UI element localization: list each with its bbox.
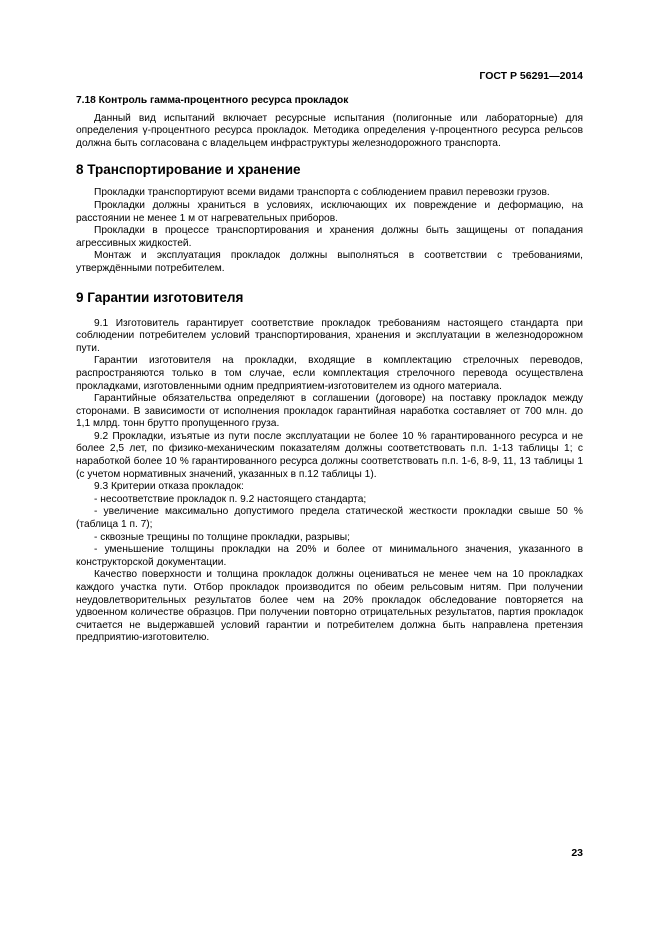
paragraph: Гарантии изготовителя на прокладки, входящие в комплектацию стрелочных переводов, распространяются только в том случае, если комплектация стрелочного перевода осуществлена прокладками, изготовленными одним предприятием-изготовителем из одного материала. <box>76 355 583 392</box>
page-number: 23 <box>571 847 583 859</box>
paragraph: Прокладки транспортируют всеми видами транспорта с соблюдением правил перевозки грузов. <box>94 187 550 199</box>
paragraph: Качество поверхности и толщина прокладок должны оцениваться не менее чем на 10 прокладках каждого участка пути. Отбор прокладок производится по обеим рельсовым нитям. При получении неудовлетворительных результатов более чем на 20% прокладок обследование повторяется на удвоенном количестве образцов. При получении повторно отрицательных результатов, партия прокладок считается не выдержавшей условий гарантии и потребителем должна быть направлена претензия предприятию-изготовителю. <box>76 569 583 644</box>
subsection-heading-7-18: 7.18 Контроль гамма-процентного ресурса прокладок <box>76 95 349 106</box>
paragraph: Гарантийные обязательства определяют в соглашении (договоре) на поставку прокладок между сторонами. В зависимости от исполнения прокладок гарантийная наработка составляет от 700 млн. до 1,1 млрд. тонн брутто пропущенного груза. <box>76 393 583 430</box>
paragraph: Прокладки в процессе транспортирования и хранения должны быть защищены от попадания агрессивных жидкостей. <box>76 225 583 249</box>
list-item: - уменьшение толщины прокладки на 20% и более от минимального значения, указанного в конструкторской документации. <box>76 544 583 568</box>
paragraph: 9.2 Прокладки, изъятые из пути после эксплуатации не более 10 % гарантированного ресурса и не более 2,5 лет, по физико-механическим показателям должны соответствовать п.п. 1-13 таблицы 1; с наработкой более 10 % гарантированного ресурса должны соответствовать п.п. 1-6, 8-9, 11, 13 таблицы 1 (с учетом нормативных значений, указанных в п.12 таблицы 1). <box>76 430 583 480</box>
paragraph: Монтаж и эксплуатация прокладок должны выполняться в соответствии с требованиями, утверждёнными потребителем. <box>76 250 583 274</box>
page-content <box>76 95 583 645</box>
section-heading-8: 8 Транспортирование и хранение <box>76 162 301 178</box>
paragraph: Прокладки должны храниться в условиях, исключающих их повреждение и деформацию, на расстоянии не менее 1 м от нагревательных приборов. <box>76 199 583 224</box>
list-item: - сквозные трещины по толщине прокладки, разрывы; <box>94 531 350 543</box>
list-item: - увеличение максимально допустимого предела статической жесткости прокладки свыше 50 % (таблица 1 п. 7); <box>76 506 583 531</box>
paragraph: 9.3 Критерии отказа прокладок: <box>94 481 244 493</box>
paragraph: 9.1 Изготовитель гарантирует соответствие прокладок требованиям настоящего стандарта при соблюдении потребителем условий транспортирования, хранения и эксплуатации в железнодорожном пути. <box>76 317 583 354</box>
section-heading-9: 9 Гарантии изготовителя <box>76 289 244 305</box>
list-item: - несоответствие прокладок п. 9.2 настоящего стандарта; <box>94 493 367 505</box>
standard-header: ГОСТ Р 56291—2014 <box>479 70 583 82</box>
paragraph: Данный вид испытаний включает ресурсные испытания (полигонные или лабораторные) для определения γ-процентного ресурса прокладок. Методика определения γ-процентного ресурса рельсов должна быть согласована с владельцем инфраструктуры железнодорожного транспорта. <box>76 112 583 149</box>
